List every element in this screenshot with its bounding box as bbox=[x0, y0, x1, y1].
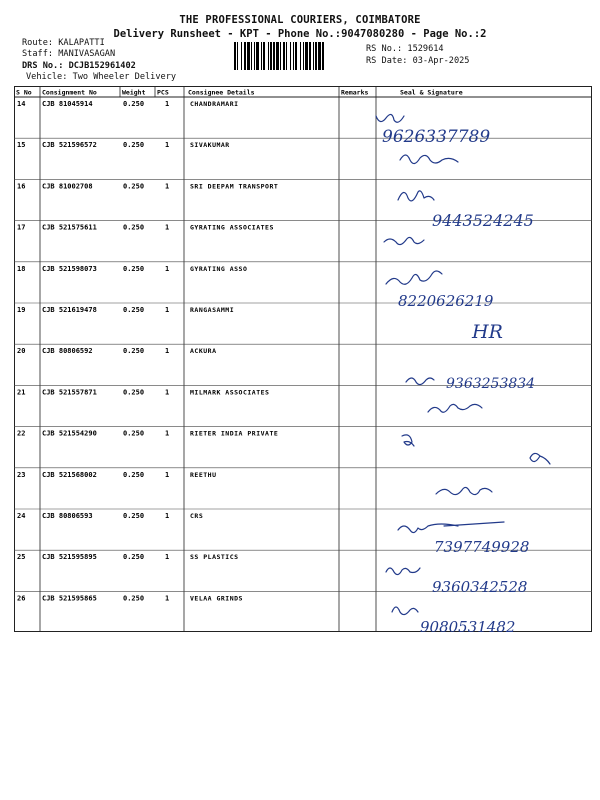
column-header: Consignee Details bbox=[188, 88, 255, 97]
row-pcs: 1 bbox=[165, 264, 170, 273]
row-weight: 0.250 bbox=[123, 388, 145, 397]
runsheet-subtitle: Delivery Runsheet - KPT - Phone No.:9047080280 - Page No.:2 bbox=[113, 28, 487, 40]
column-header: Remarks bbox=[341, 88, 369, 97]
column-header: S No bbox=[16, 88, 32, 97]
column-header: Weight bbox=[122, 88, 146, 97]
row-weight: 0.250 bbox=[123, 594, 145, 603]
row-consignment-no: CJB 521596572 bbox=[42, 141, 97, 150]
signature-row-19: HR bbox=[472, 321, 503, 343]
signature-row-24 bbox=[398, 522, 529, 556]
row-weight: 0.250 bbox=[123, 223, 145, 232]
row-consignment-no: CJB 521595895 bbox=[42, 553, 97, 562]
row-consignment-no: CJB 521568002 bbox=[42, 470, 97, 479]
row-consignment-no: CJB 521554290 bbox=[42, 429, 97, 438]
row-sno: 16 bbox=[17, 182, 26, 191]
row-weight: 0.250 bbox=[123, 100, 145, 108]
row-pcs: 1 bbox=[165, 429, 170, 438]
row-weight: 0.250 bbox=[123, 347, 145, 356]
signature-phone-26: 9080531482 bbox=[420, 618, 516, 636]
row-consignment-no: CJB 80806593 bbox=[42, 512, 93, 520]
row-sno: 20 bbox=[17, 347, 26, 356]
signature-phone-21: 9363253834 bbox=[446, 376, 536, 392]
signature-phone-14: 9626337789 bbox=[382, 127, 491, 147]
row-pcs: 1 bbox=[165, 594, 170, 603]
row-pcs: 1 bbox=[165, 100, 170, 108]
row-consignment-no: CJB 521619478 bbox=[42, 306, 97, 314]
vehicle-label: Vehicle: Two Wheeler Delivery bbox=[26, 72, 177, 82]
row-consignee: CRS bbox=[190, 512, 204, 520]
row-pcs: 1 bbox=[165, 141, 170, 150]
row-consignment-no: CJB 521575611 bbox=[42, 223, 97, 232]
row-consignment-no: CJB 81002708 bbox=[42, 182, 93, 191]
row-consignment-no: CJB 80806592 bbox=[42, 347, 93, 356]
row-pcs: 1 bbox=[165, 470, 170, 479]
row-consignee: ACKURA bbox=[190, 347, 217, 356]
signature-phone-18: 8220626219 bbox=[398, 292, 494, 310]
row-sno: 19 bbox=[17, 306, 26, 314]
row-consignee: CHANDRAMARI bbox=[190, 100, 239, 108]
row-consignee: SS PLASTICS bbox=[190, 553, 239, 562]
signature-row-25 bbox=[386, 568, 527, 596]
row-consignee: VELAA GRINDS bbox=[190, 594, 243, 603]
signature-row-21 bbox=[406, 376, 535, 412]
row-sno: 14 bbox=[17, 100, 26, 108]
row-sno: 18 bbox=[17, 264, 26, 273]
row-consignment-no: CJB 521595865 bbox=[42, 594, 97, 603]
row-pcs: 1 bbox=[165, 347, 170, 356]
row-consignee: RANGASAMMI bbox=[190, 306, 235, 314]
drs-number: DRS No.: DCJB152961402 bbox=[22, 61, 136, 71]
row-consignment-no: CJB 521557871 bbox=[42, 388, 97, 397]
route-label: Route: KALAPATTI bbox=[22, 38, 105, 48]
row-pcs: 1 bbox=[165, 223, 170, 232]
row-pcs: 1 bbox=[165, 512, 170, 520]
rs-number: RS No.: 1529614 bbox=[366, 44, 444, 54]
row-sno: 15 bbox=[17, 141, 26, 150]
row-weight: 0.250 bbox=[123, 306, 145, 314]
row-consignee: SRI DEEPAM TRANSPORT bbox=[190, 182, 279, 191]
row-weight: 0.250 bbox=[123, 512, 145, 520]
signature-row-14 bbox=[376, 114, 490, 147]
column-header: Consignment No bbox=[42, 88, 97, 97]
signature-phone-16: 9443524245 bbox=[432, 211, 534, 230]
signature-row-26 bbox=[392, 607, 515, 636]
signature-row-15 bbox=[400, 155, 458, 164]
row-consignee: MILMARK ASSOCIATES bbox=[190, 388, 270, 397]
row-pcs: 1 bbox=[165, 388, 170, 397]
signature-row-16 bbox=[398, 191, 534, 230]
row-consignment-no: CJB 521598073 bbox=[42, 264, 97, 273]
signature-row-23 bbox=[436, 487, 492, 494]
row-pcs: 1 bbox=[165, 306, 170, 314]
row-sno: 24 bbox=[17, 512, 26, 520]
row-consignee: GYRATING ASSO bbox=[190, 264, 248, 273]
column-header: Seal & Signature bbox=[400, 88, 463, 97]
signature-phone-24: 7397749928 bbox=[434, 538, 530, 556]
row-weight: 0.250 bbox=[123, 553, 145, 562]
row-weight: 0.250 bbox=[123, 182, 145, 191]
row-weight: 0.250 bbox=[123, 470, 145, 479]
row-sno: 17 bbox=[17, 223, 26, 232]
row-consignee: SIVAKUMAR bbox=[190, 141, 230, 150]
signature-row-18 bbox=[386, 271, 494, 310]
row-consignment-no: CJB 81045914 bbox=[42, 100, 93, 108]
row-sno: 21 bbox=[17, 388, 26, 397]
row-consignee: REETHU bbox=[190, 470, 217, 479]
row-consignee: RIETER INDIA PRIVATE bbox=[190, 429, 279, 438]
row-weight: 0.250 bbox=[123, 264, 145, 273]
signature-phone-25: 9360342528 bbox=[432, 578, 528, 596]
row-consignee: GYRATING ASSOCIATES bbox=[190, 223, 274, 232]
row-weight: 0.250 bbox=[123, 429, 145, 438]
column-header: PCS bbox=[157, 88, 169, 97]
rs-date: RS Date: 03-Apr-2025 bbox=[366, 56, 470, 66]
signature-row-22 bbox=[402, 435, 550, 464]
row-weight: 0.250 bbox=[123, 141, 145, 150]
row-pcs: 1 bbox=[165, 553, 170, 562]
staff-label: Staff: MANIVASAGAN bbox=[22, 49, 116, 59]
row-pcs: 1 bbox=[165, 182, 170, 191]
row-sno: 22 bbox=[17, 429, 26, 438]
row-sno: 23 bbox=[17, 470, 26, 479]
runsheet-title: THE PROFESSIONAL COURIERS, COIMBATORE bbox=[179, 14, 421, 26]
signature-row-17 bbox=[384, 237, 424, 244]
row-sno: 26 bbox=[17, 594, 26, 603]
row-sno: 25 bbox=[17, 553, 26, 562]
